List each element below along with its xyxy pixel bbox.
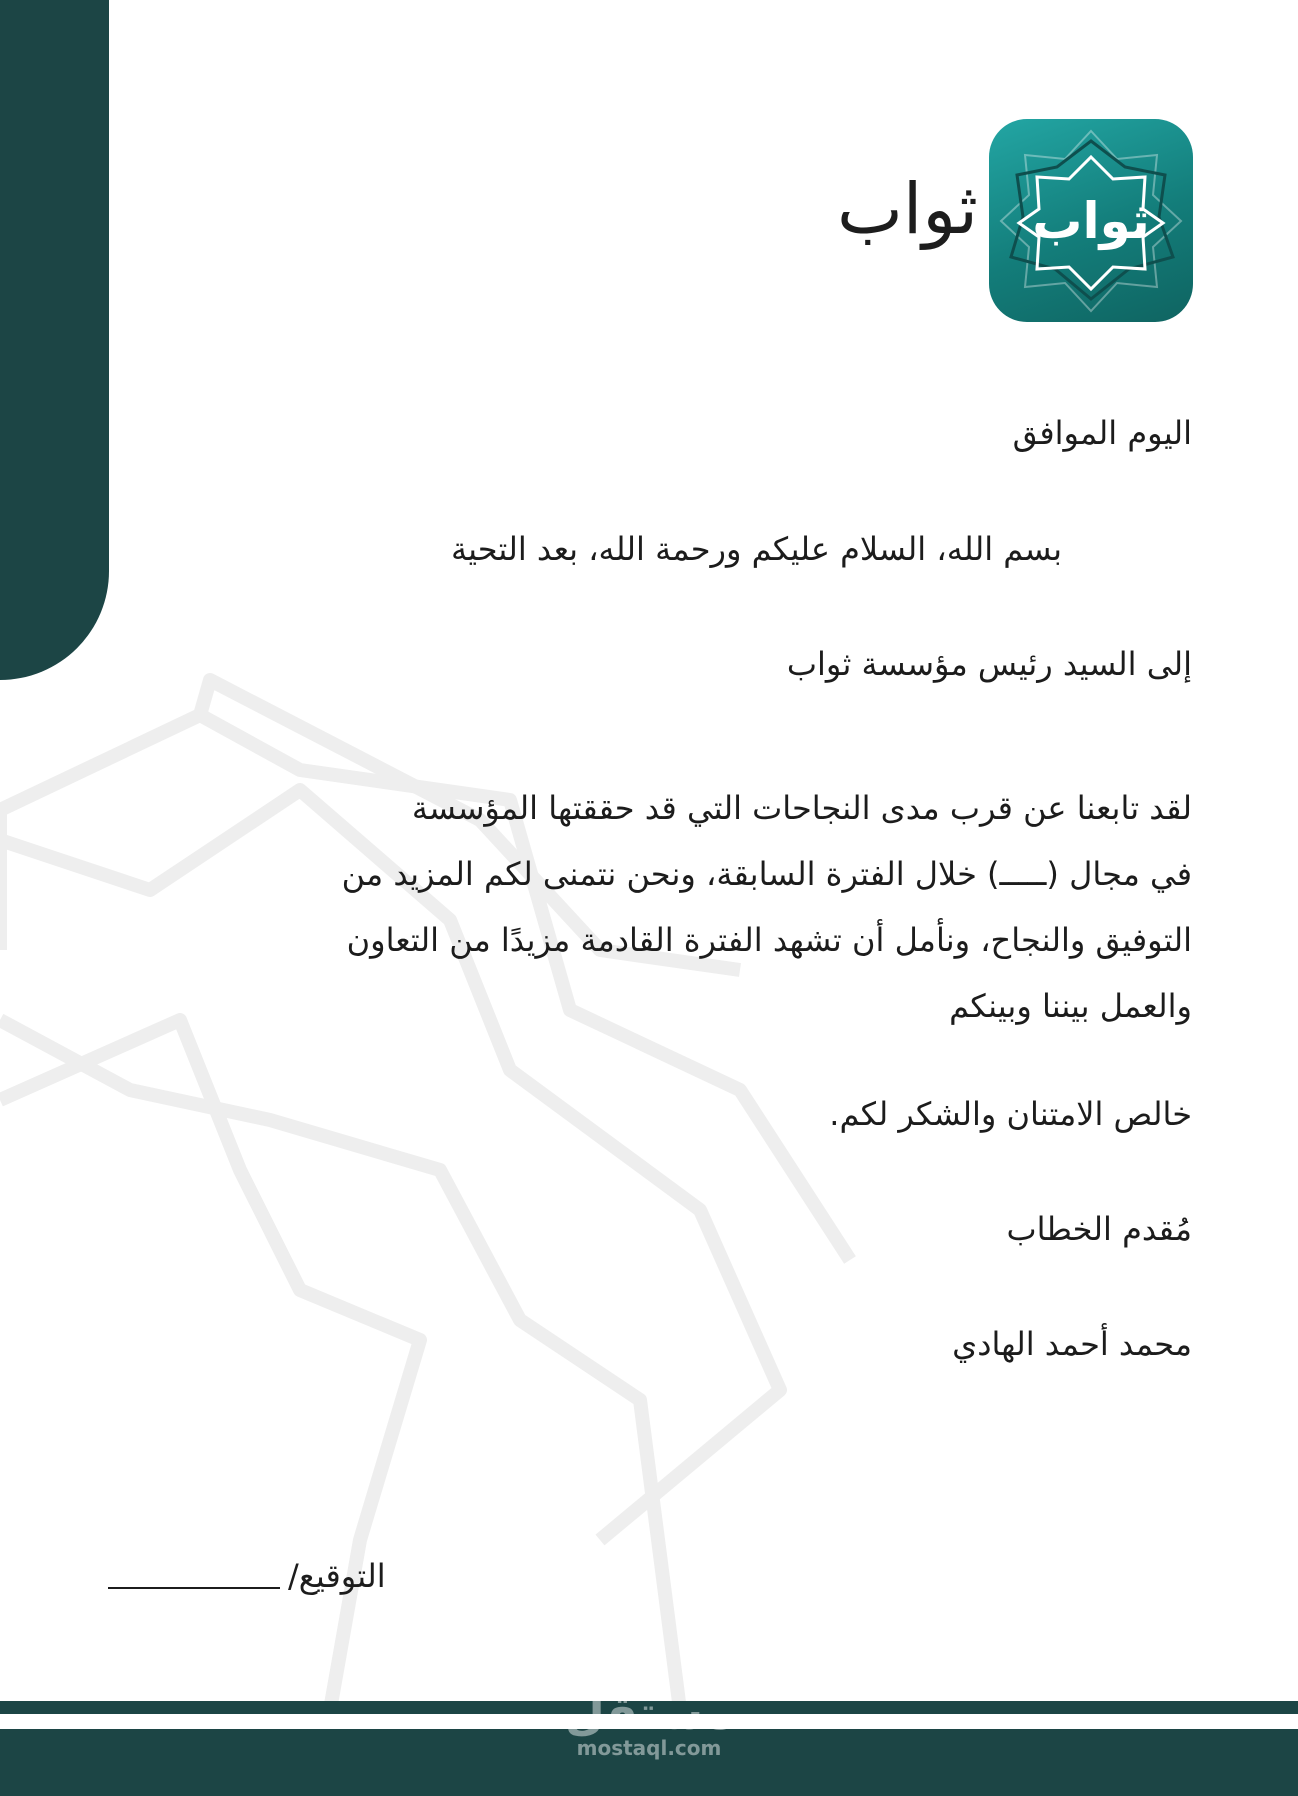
sender-label: مُقدم الخطاب bbox=[1006, 1210, 1192, 1248]
side-band bbox=[0, 0, 109, 680]
body-line: التوفيق والنجاح، ونأمل أن تشهد الفترة القادمة مزيدًا من التعاون bbox=[346, 921, 1192, 959]
pattern-line bbox=[0, 1020, 420, 1710]
body-line: في مجال (ـــــ) خلال الفترة السابقة، ونحن نتمنى لكم المزيد من bbox=[341, 855, 1192, 893]
body-line: والعمل بيننا وبينكم bbox=[949, 987, 1192, 1025]
sender-name: محمد أحمد الهادي bbox=[952, 1325, 1192, 1363]
brand-name: ثواب bbox=[837, 168, 978, 250]
letter-body bbox=[292, 775, 1192, 1039]
date-line: اليوم الموافق bbox=[1012, 414, 1192, 452]
greeting-line: بسم الله، السلام عليكم ورحمة الله، بعد التحية bbox=[450, 530, 1062, 568]
body-line: لقد تابعنا عن قرب مدى النجاحات التي قد حققتها المؤسسة bbox=[411, 789, 1192, 827]
signature-label: التوقيع/ bbox=[288, 1557, 386, 1595]
watermark-arabic: مستقل bbox=[564, 1686, 734, 1740]
signature-line bbox=[108, 1587, 280, 1589]
closing-line: خالص الامتنان والشكر لكم. bbox=[829, 1095, 1192, 1133]
recipient-line: إلى السيد رئيس مؤسسة ثواب bbox=[786, 645, 1192, 683]
signature-block bbox=[108, 1557, 386, 1595]
watermark bbox=[520, 1686, 778, 1760]
logo-wordmark: ثواب bbox=[1032, 191, 1150, 250]
brand-logo bbox=[989, 119, 1193, 322]
watermark-latin: mostaql.com bbox=[576, 1736, 722, 1760]
